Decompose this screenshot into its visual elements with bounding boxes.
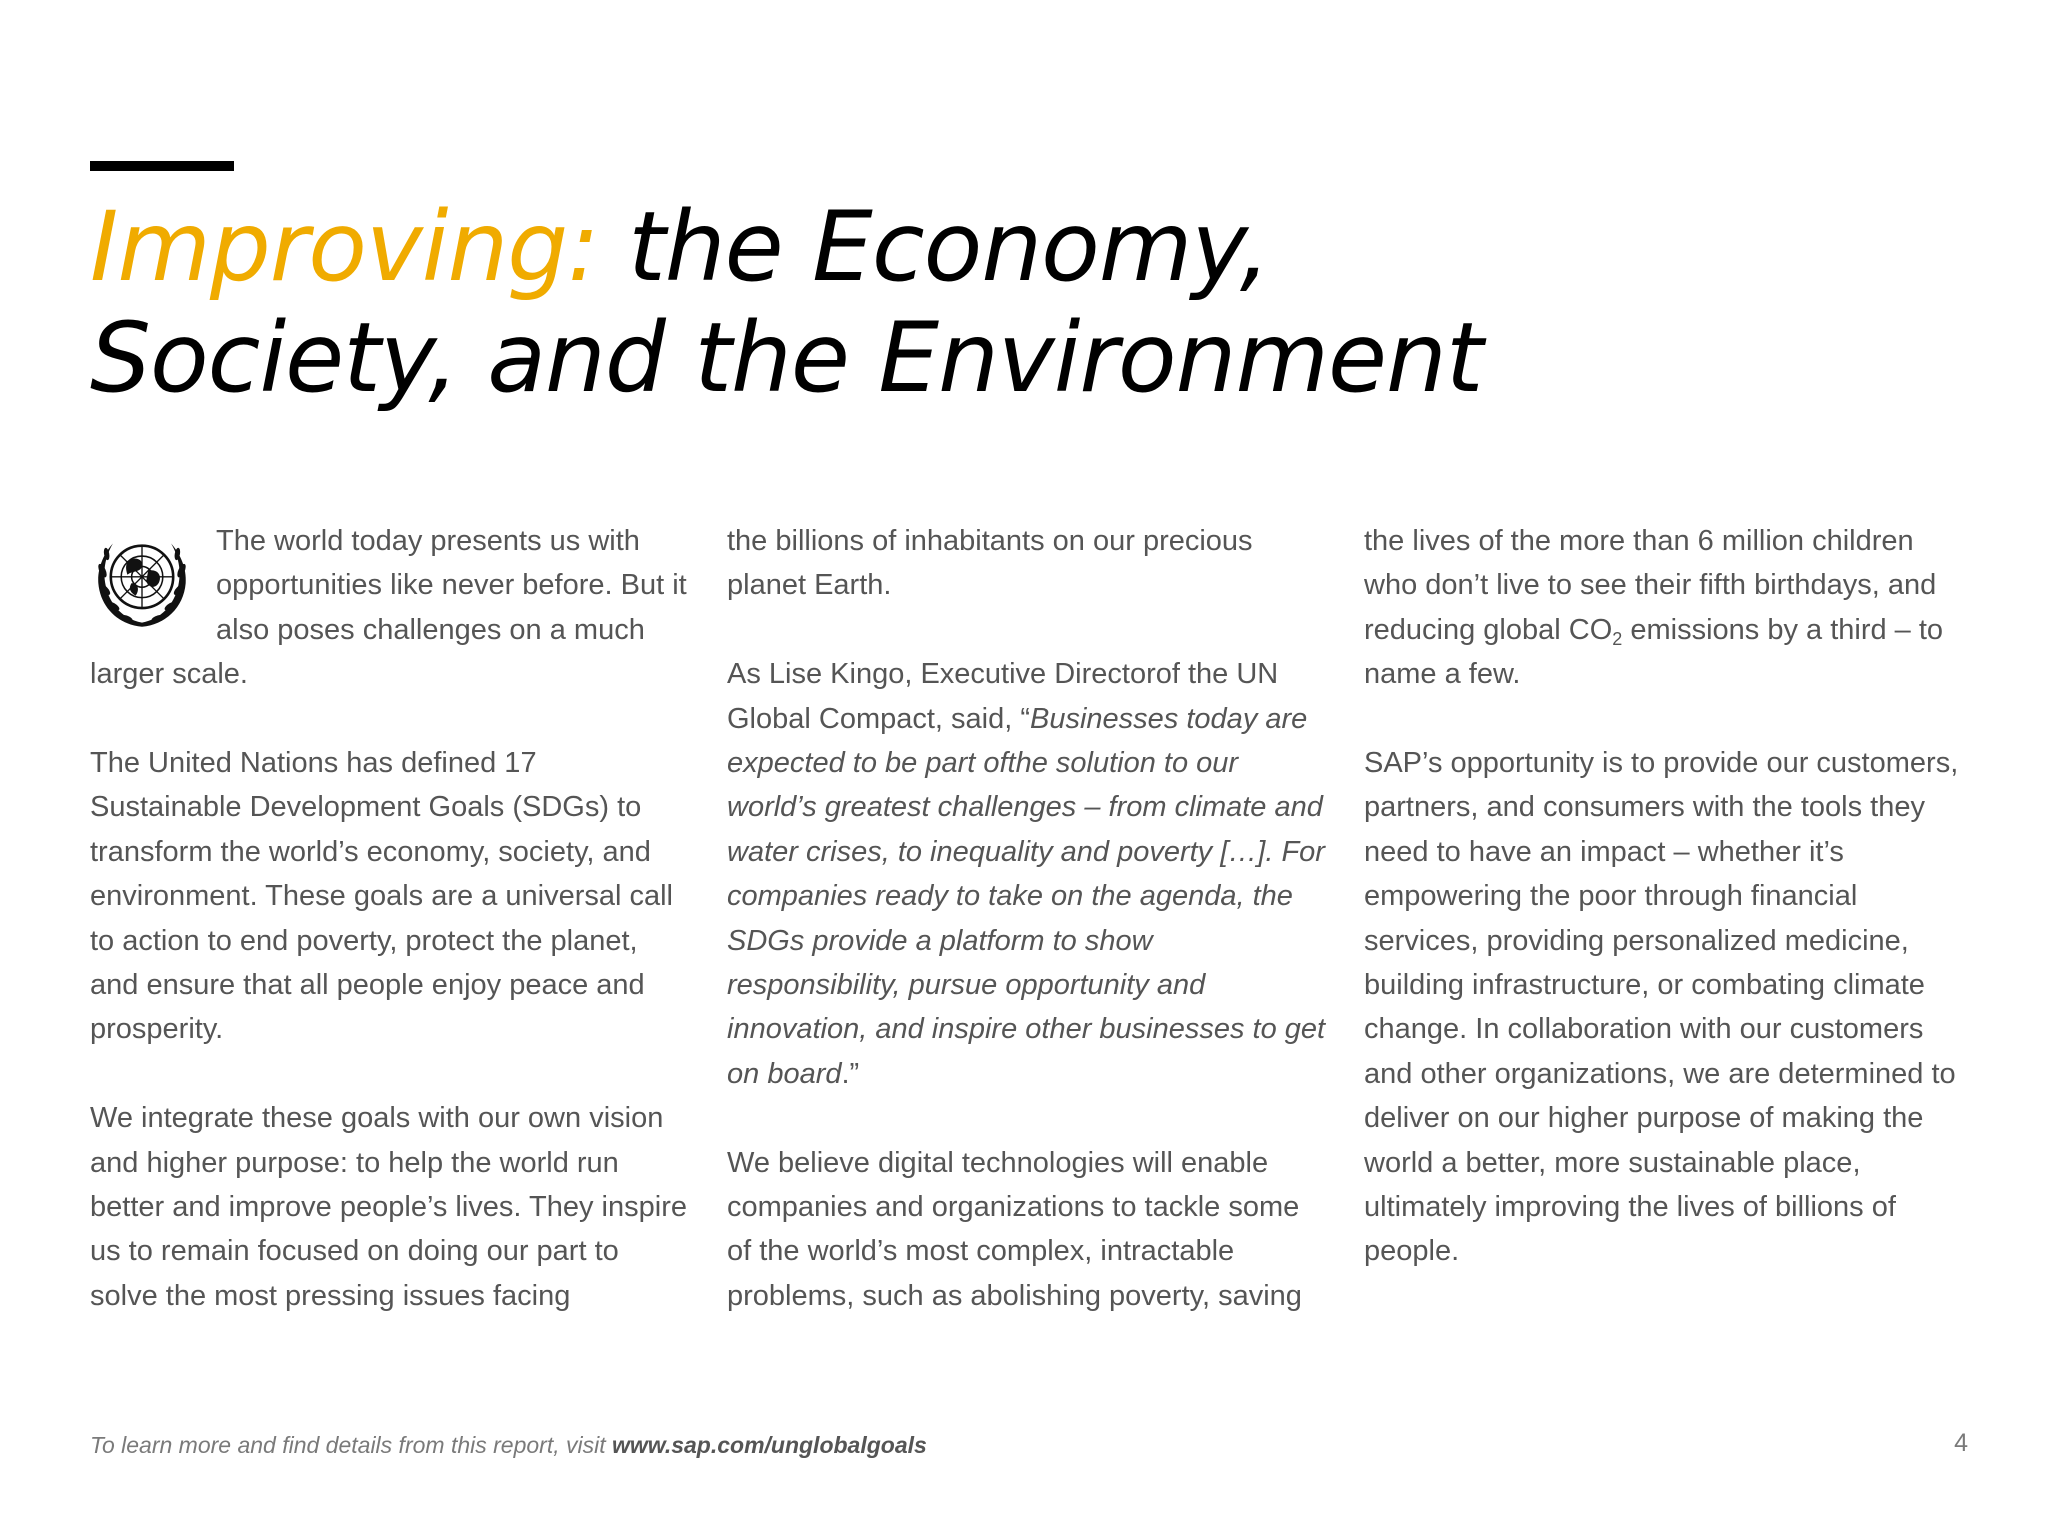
quote-close: .” [841, 1057, 860, 1090]
un-emblem-icon [90, 529, 194, 633]
title-line2: Society, and the Environment [90, 302, 1483, 414]
column2-paragraph-2 [727, 652, 1327, 1096]
text-column-3 [1364, 519, 1964, 1274]
footer-note [90, 1430, 927, 1460]
quote-intro: As Lise Kingo, Executive Directorof the UN Global Compact, said, “ [727, 658, 1279, 735]
page-title [90, 192, 1890, 414]
column3-paragraph-2: SAP’s opportunity is to provide our customers, partners, and consumers with the tools they need to have an impact – whether it’s empowering the poor through financial services, providing personalized medicine, building infrastructure, or combating climate change. In collaboration with our customers and other organizations, we are determined to deliver on our higher purpose of making the world a better, more sustainable place, ultimately improving the lives of billions of people. [1364, 747, 1959, 1268]
text-column-1 [90, 519, 690, 1318]
page-number: 4 [1954, 1429, 1968, 1457]
column3-paragraph-1 [1364, 519, 1964, 697]
kingo-quote: Businesses today are expected to be part ofthe solution to our world’s greatest challenges – from climate and water crises, to inequality and poverty […]. For companies ready to take on the agenda, the SDGs provide a platform to show responsibility, pursue opportunity and innovation, and inspire other businesses to get on board [727, 702, 1326, 1090]
column2-paragraph-3: We believe digital technologies will enable companies and organizations to tackle some of the world’s most complex, intractable problems, such as abolishing poverty, saving [727, 1146, 1302, 1312]
footer-text: To learn more and find details from this report, visit [90, 1432, 612, 1458]
column1-paragraph-3: We integrate these goals with our own vision and higher purpose: to help the world run better and improve people’s lives. They inspire us to remain focused on doing our part to solve the most pressing issues facing [90, 1102, 687, 1312]
footer-link[interactable]: www.sap.com/unglobalgoals [612, 1432, 927, 1458]
title-line1: the Economy, [598, 191, 1270, 303]
co2-text-before: the lives of the more than 6 million children who don’t live to see their fifth birthdays, and reducing global CO [1364, 525, 1937, 646]
title-rule [90, 161, 234, 171]
column2-paragraph-1: the billions of inhabitants on our precious planet Earth. [727, 525, 1253, 602]
co2-subscript: 2 [1612, 628, 1623, 649]
title-accent: Improving: [90, 191, 599, 303]
text-column-2 [727, 519, 1327, 1318]
co2-text-after: emissions by a third – to name a few. [1364, 613, 1944, 691]
column1-paragraph-2: The United Nations has defined 17 Sustainable Development Goals (SDGs) to transform the world’s economy, society, and environment. These goals are a universal call to action to end poverty, protect the planet, and ensure that all people enjoy peace and prosperity. [90, 747, 674, 1046]
column1-paragraph-1: The world today presents us with opportunities like never before. But it also poses challenges on a much larger scale. [90, 525, 687, 691]
